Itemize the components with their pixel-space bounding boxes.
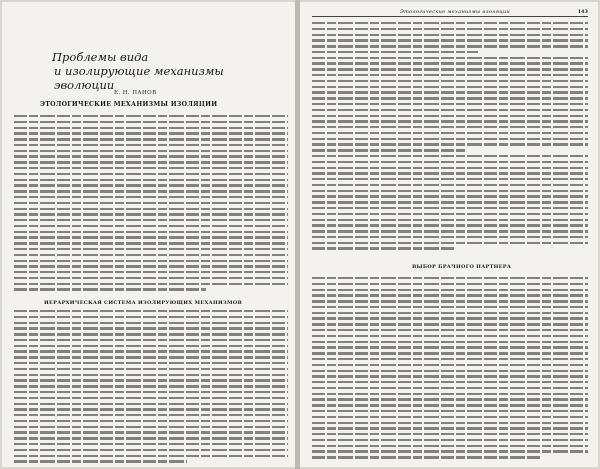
text-line xyxy=(14,144,288,146)
text-line xyxy=(312,289,588,291)
text-line xyxy=(14,339,288,341)
text-line xyxy=(312,277,588,279)
text-line xyxy=(14,316,288,318)
text-line xyxy=(312,422,588,424)
text-line xyxy=(312,39,588,41)
text-line xyxy=(312,91,588,93)
text-line xyxy=(14,443,288,445)
text-line xyxy=(14,431,288,433)
text-line xyxy=(14,397,288,399)
text-line xyxy=(14,437,288,439)
text-line xyxy=(312,57,588,59)
text-line xyxy=(312,364,588,366)
text-line xyxy=(14,426,288,428)
text-line xyxy=(14,333,288,335)
text-line xyxy=(312,294,588,296)
left-page xyxy=(2,2,295,467)
text-line xyxy=(14,420,288,422)
text-line xyxy=(312,184,588,186)
text-line xyxy=(312,34,588,36)
text-line xyxy=(312,306,588,308)
text-line xyxy=(312,80,588,82)
text-line xyxy=(312,416,588,418)
text-line xyxy=(312,450,588,452)
text-line xyxy=(14,208,288,210)
text-line xyxy=(312,195,588,197)
text-line xyxy=(312,143,588,145)
right-body-text-1 xyxy=(312,22,588,253)
text-line xyxy=(14,374,288,376)
text-line xyxy=(14,121,288,123)
text-line xyxy=(14,403,288,405)
text-line xyxy=(14,414,288,416)
text-line xyxy=(312,236,588,238)
text-line xyxy=(14,288,206,290)
text-line xyxy=(14,190,288,192)
text-line xyxy=(312,28,588,30)
text-line xyxy=(14,225,288,227)
author-name: Е. Н. ПАНОВ xyxy=(114,90,157,96)
text-line xyxy=(14,455,288,457)
text-line xyxy=(312,323,588,325)
text-line xyxy=(312,329,588,331)
text-line xyxy=(312,370,588,372)
text-line xyxy=(14,213,288,215)
text-line xyxy=(14,115,288,117)
text-line xyxy=(14,368,288,370)
text-line xyxy=(14,236,288,238)
text-line xyxy=(312,86,588,88)
running-head xyxy=(312,8,588,17)
text-line xyxy=(312,167,588,169)
running-head-title: Этологические механизмы изоляции xyxy=(400,9,511,15)
text-line xyxy=(14,385,288,387)
text-line xyxy=(14,277,288,279)
text-line xyxy=(312,439,588,441)
text-line xyxy=(14,379,288,381)
text-line xyxy=(312,230,588,232)
text-line xyxy=(312,456,541,458)
text-line xyxy=(312,445,588,447)
text-line xyxy=(14,460,187,462)
text-line xyxy=(312,97,588,99)
text-line xyxy=(14,173,288,175)
text-line xyxy=(312,115,588,117)
text-line xyxy=(14,202,288,204)
text-line xyxy=(312,161,588,163)
text-line xyxy=(312,224,588,226)
text-line xyxy=(14,179,288,181)
text-line xyxy=(312,242,588,244)
text-line xyxy=(312,178,588,180)
text-line xyxy=(14,350,288,352)
text-line xyxy=(312,155,588,157)
text-line xyxy=(14,362,288,364)
text-line xyxy=(312,427,588,429)
text-line xyxy=(14,391,288,393)
right-page xyxy=(300,2,598,467)
text-line xyxy=(312,393,588,395)
text-line xyxy=(312,22,588,24)
text-line xyxy=(14,254,288,256)
text-line xyxy=(312,103,588,105)
text-line xyxy=(312,109,588,111)
text-line xyxy=(312,341,588,343)
article-title-line-2: и изолирующие механизмы эволюции xyxy=(54,64,224,92)
text-line xyxy=(14,167,288,169)
text-line xyxy=(312,398,588,400)
text-line xyxy=(14,260,288,262)
text-line xyxy=(312,433,588,435)
text-line xyxy=(312,381,588,383)
text-line xyxy=(14,345,288,347)
text-line xyxy=(312,62,588,64)
text-line xyxy=(312,207,588,209)
text-line xyxy=(14,322,288,324)
text-line xyxy=(14,127,288,129)
text-line xyxy=(14,196,288,198)
text-line xyxy=(312,387,588,389)
text-line xyxy=(14,356,288,358)
left-section-heading: ИЕРАРХИЧЕСКАЯ СИСТЕМА ИЗОЛИРУЮЩИХ МЕХАНИЗМОВ xyxy=(44,300,242,306)
text-line xyxy=(312,74,588,76)
text-line xyxy=(312,68,588,70)
text-line xyxy=(312,247,456,249)
text-line xyxy=(14,138,288,140)
article-title xyxy=(52,50,252,92)
text-line xyxy=(312,283,588,285)
text-line xyxy=(312,346,588,348)
text-line xyxy=(312,335,588,337)
left-body-text-1 xyxy=(14,115,288,294)
article-subtitle: ЭТОЛОГИЧЕСКИЕ МЕХАНИЗМЫ ИЗОЛЯЦИИ xyxy=(40,101,218,108)
page-number: 143 xyxy=(577,9,588,15)
text-line xyxy=(312,312,588,314)
text-line xyxy=(312,45,588,47)
text-line xyxy=(312,404,588,406)
right-section-heading: ВЫБОР БРАЧНОГО ПАРТНЕРА xyxy=(412,264,512,270)
text-line xyxy=(312,375,588,377)
text-line xyxy=(312,317,588,319)
text-line xyxy=(312,120,588,122)
text-line xyxy=(312,126,588,128)
text-line xyxy=(14,150,288,152)
text-line xyxy=(14,231,288,233)
text-line xyxy=(14,449,288,451)
article-title-line-1: Проблемы вида xyxy=(52,50,149,64)
text-line xyxy=(312,172,588,174)
text-line xyxy=(14,161,288,163)
text-line xyxy=(14,265,288,267)
text-line xyxy=(14,310,288,312)
text-line xyxy=(14,248,288,250)
text-line xyxy=(14,132,288,134)
right-body-text-2 xyxy=(312,277,588,462)
text-line xyxy=(312,190,588,192)
text-line xyxy=(312,149,467,151)
text-line xyxy=(312,213,588,215)
text-line xyxy=(312,132,588,134)
text-line xyxy=(312,300,588,302)
text-line xyxy=(14,242,288,244)
text-line xyxy=(14,219,288,221)
text-line xyxy=(14,408,288,410)
text-line xyxy=(14,327,288,329)
text-line xyxy=(312,352,588,354)
text-line xyxy=(312,138,588,140)
text-line xyxy=(312,201,588,203)
text-line xyxy=(312,51,478,53)
text-line xyxy=(312,219,588,221)
left-body-text-2 xyxy=(14,310,288,466)
text-line xyxy=(14,271,288,273)
text-line xyxy=(14,155,288,157)
text-line xyxy=(14,283,288,285)
text-line xyxy=(312,358,588,360)
text-line xyxy=(312,410,588,412)
text-line xyxy=(14,184,288,186)
